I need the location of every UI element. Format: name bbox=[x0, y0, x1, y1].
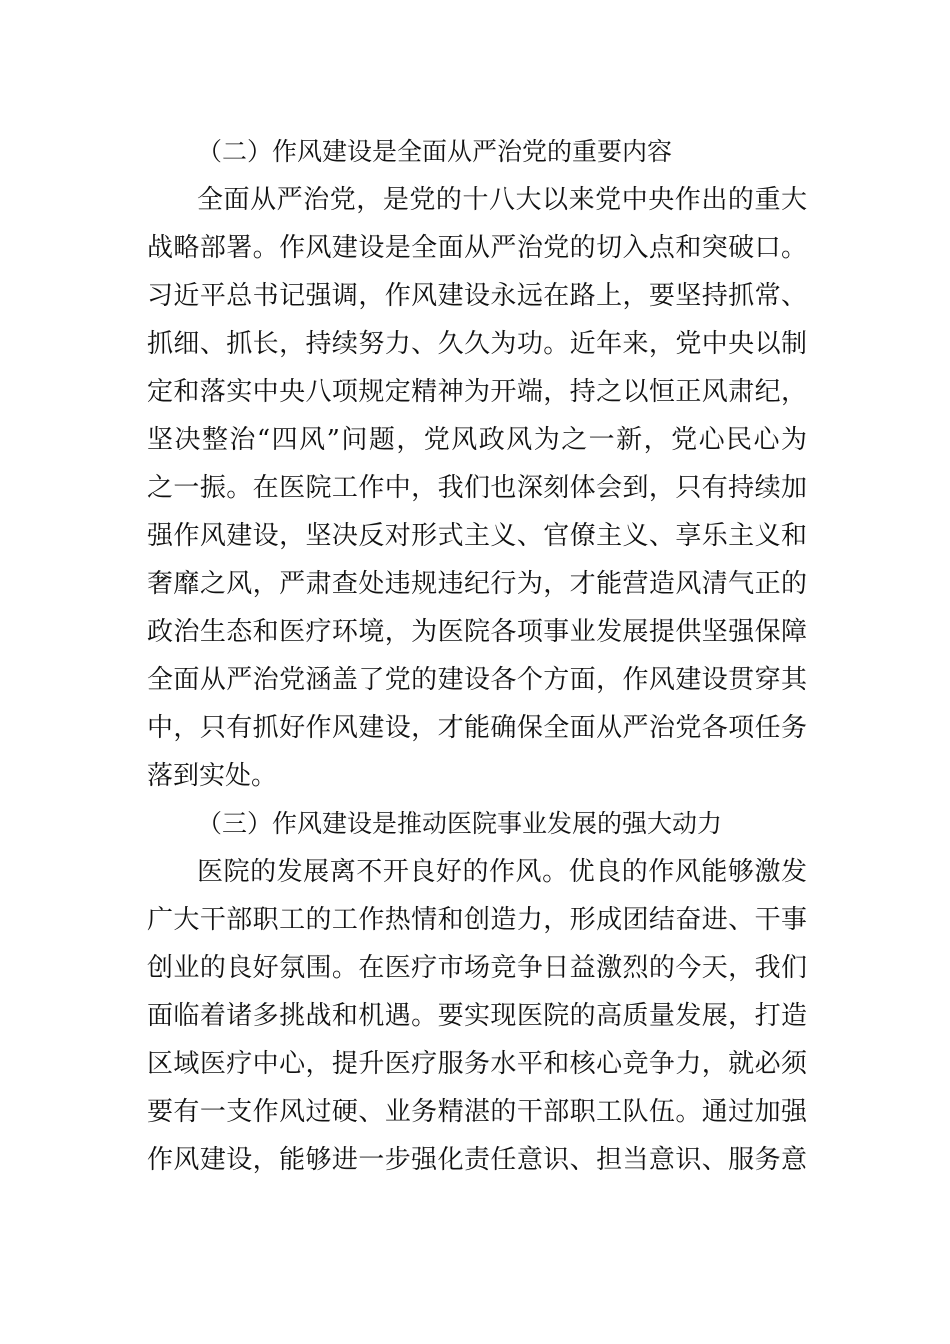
paragraph-line: 奢靡之风，严肃查处违规违纪行为，才能营造风清气正的 bbox=[147, 569, 807, 599]
paragraph-line: 定和落实中央八项规定精神为开端，持之以恒正风肃纪， bbox=[147, 377, 807, 407]
paragraph-line: 习近平总书记强调，作风建设永远在路上，要坚持抓常、 bbox=[147, 281, 807, 311]
paragraph-line: 区域医疗中心，提升医疗服务水平和核心竞争力，就必须 bbox=[147, 1049, 807, 1079]
paragraph-line: 战略部署。作风建设是全面从严治党的切入点和突破口。 bbox=[147, 233, 807, 263]
paragraph-line: 广大干部职工的工作热情和创造力，形成团结奋进、干事 bbox=[147, 905, 807, 935]
paragraph-line: 医院的发展离不开良好的作风。优良的作风能够激发 bbox=[197, 857, 807, 887]
paragraph-line: 创业的良好氛围。在医疗市场竞争日益激烈的今天，我们 bbox=[147, 953, 807, 983]
paragraph-line: 全面从严治党，是党的十八大以来党中央作出的重大 bbox=[197, 185, 807, 215]
paragraph-line: 之一振。在医院工作中，我们也深刻体会到，只有持续加 bbox=[147, 473, 807, 503]
section-heading-2: （二）作风建设是全面从严治党的重要内容 bbox=[197, 137, 673, 166]
paragraph-line: 要有一支作风过硬、业务精湛的干部职工队伍。通过加强 bbox=[147, 1097, 807, 1127]
paragraph-line: 政治生态和医疗环境，为医院各项事业发展提供坚强保障 bbox=[147, 617, 807, 647]
paragraph-line: 强作风建设，坚决反对形式主义、官僚主义、享乐主义和 bbox=[147, 521, 807, 551]
section-heading-3: （三）作风建设是推动医院事业发展的强大动力 bbox=[197, 809, 723, 838]
paragraph-line: 抓细、抓长，持续努力、久久为功。近年来，党中央以制 bbox=[147, 329, 807, 359]
paragraph-line: 作风建设，能够进一步强化责任意识、担当意识、服务意 bbox=[147, 1145, 807, 1175]
paragraph-line: 中，只有抓好作风建设，才能确保全面从严治党各项任务 bbox=[147, 713, 807, 743]
paragraph-line: 全面从严治党涵盖了党的建设各个方面，作风建设贯穿其 bbox=[147, 665, 807, 695]
paragraph-line: 面临着诸多挑战和机遇。要实现医院的高质量发展，打造 bbox=[147, 1001, 807, 1031]
paragraph-line: 落到实处。 bbox=[147, 761, 278, 791]
paragraph-line: 坚决整治“四风”问题，党风政风为之一新，党心民心为 bbox=[147, 425, 807, 455]
